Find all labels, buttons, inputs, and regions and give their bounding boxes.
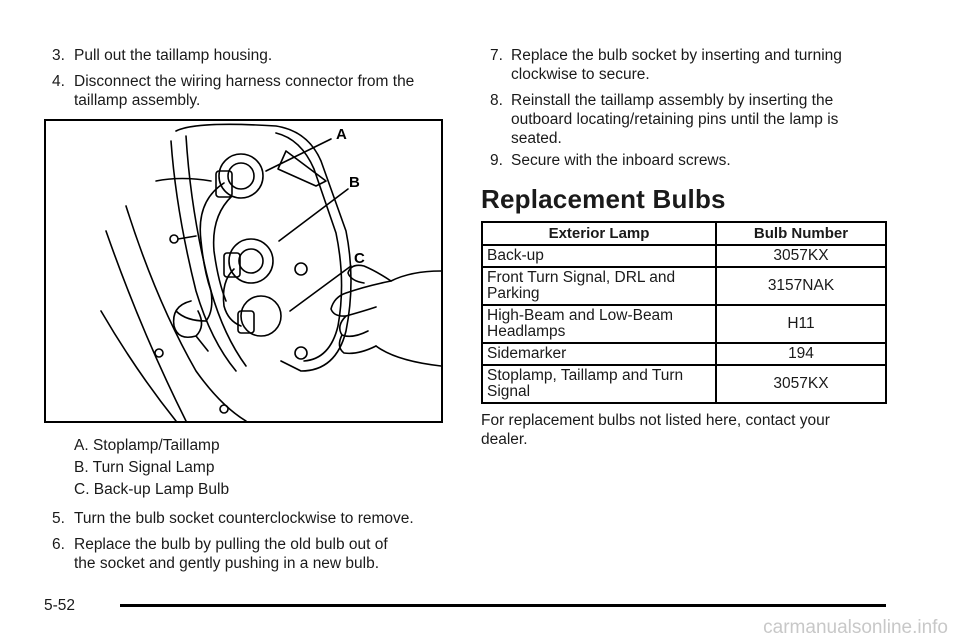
legend-item-c: C. Back-up Lamp Bulb [74,481,230,498]
column-header-bulb-number: Bulb Number [716,222,886,245]
lamp-cell [482,245,716,267]
step-text: Secure with the inboard screws. [511,152,731,169]
bulb-number-cell: 3157NAK [716,267,886,305]
table-row [482,343,886,365]
note-line: dealer. [481,431,528,448]
page-number: 5-52 [44,597,76,614]
bulb-number-cell: 3057KX [716,365,886,403]
replacement-note [481,411,881,449]
step-text-line: Disconnect the wiring harness connector from the [74,73,415,90]
step-text-line: seated. [511,130,562,147]
lamp-cell [482,365,716,403]
lamp-name: Sidemarker [487,345,567,362]
step-number: 5. [52,510,65,527]
callout-c: C [354,250,365,267]
callout-b: B [349,174,360,191]
section-title: Replacement Bulbs [481,184,726,214]
step-text-line: outboard locating/retaining pins until the lamp is [511,111,839,128]
table-row [482,305,886,343]
step-number: 9. [490,152,503,169]
watermark: carmanualsonline.info [763,617,948,638]
footer-rule [120,604,886,607]
note-line: For replacement bulbs not listed here, contact your [481,412,830,429]
step-number: 4. [52,73,65,90]
bulb-number-cell: 3057KX [716,245,886,267]
taillamp-illustration [44,119,443,423]
step-text-line: the socket and gently pushing in a new bulb. [74,555,380,572]
table-row [482,267,886,305]
step-text: Pull out the taillamp housing. [74,47,273,64]
lamp-name-line: Headlamps [487,323,566,340]
lamp-cell [482,267,716,305]
step-number: 3. [52,47,65,64]
lamp-cell [482,305,716,343]
lamp-name-line: Signal [487,383,531,400]
step-number: 6. [52,536,65,553]
table-row [482,365,886,403]
lamp-name-line: High-Beam and Low-Beam [487,307,674,324]
step-text-line: clockwise to secure. [511,66,650,83]
lamp-name-line: Stoplamp, Taillamp and Turn [487,367,684,384]
replacement-bulbs-table [481,221,887,404]
callout-a: A [336,126,347,143]
bulb-number-cell: 194 [716,343,886,365]
column-header-exterior-lamp: Exterior Lamp [482,222,716,245]
legend-item-a: A. Stoplamp/Taillamp [74,437,220,454]
taillamp-diagram-svg [46,121,441,421]
lamp-name-line: Front Turn Signal, DRL and [487,269,676,286]
step-text-line: Replace the bulb socket by inserting and turning [511,47,842,64]
step-text: Turn the bulb socket counterclockwise to remove. [74,510,414,527]
step-number: 7. [490,47,503,64]
lamp-name-line: Parking [487,285,540,302]
legend-item-b: B. Turn Signal Lamp [74,459,215,476]
table-row [482,245,886,267]
lamp-name: Back-up [487,247,544,264]
step-text-line: Reinstall the taillamp assembly by inserting the [511,92,834,109]
lamp-cell [482,343,716,365]
table-header-row [482,222,886,245]
bulb-number-cell: H11 [716,305,886,343]
step-text-line: Replace the bulb by pulling the old bulb out of [74,536,388,553]
step-number: 8. [490,92,503,109]
step-text-line: taillamp assembly. [74,92,201,109]
